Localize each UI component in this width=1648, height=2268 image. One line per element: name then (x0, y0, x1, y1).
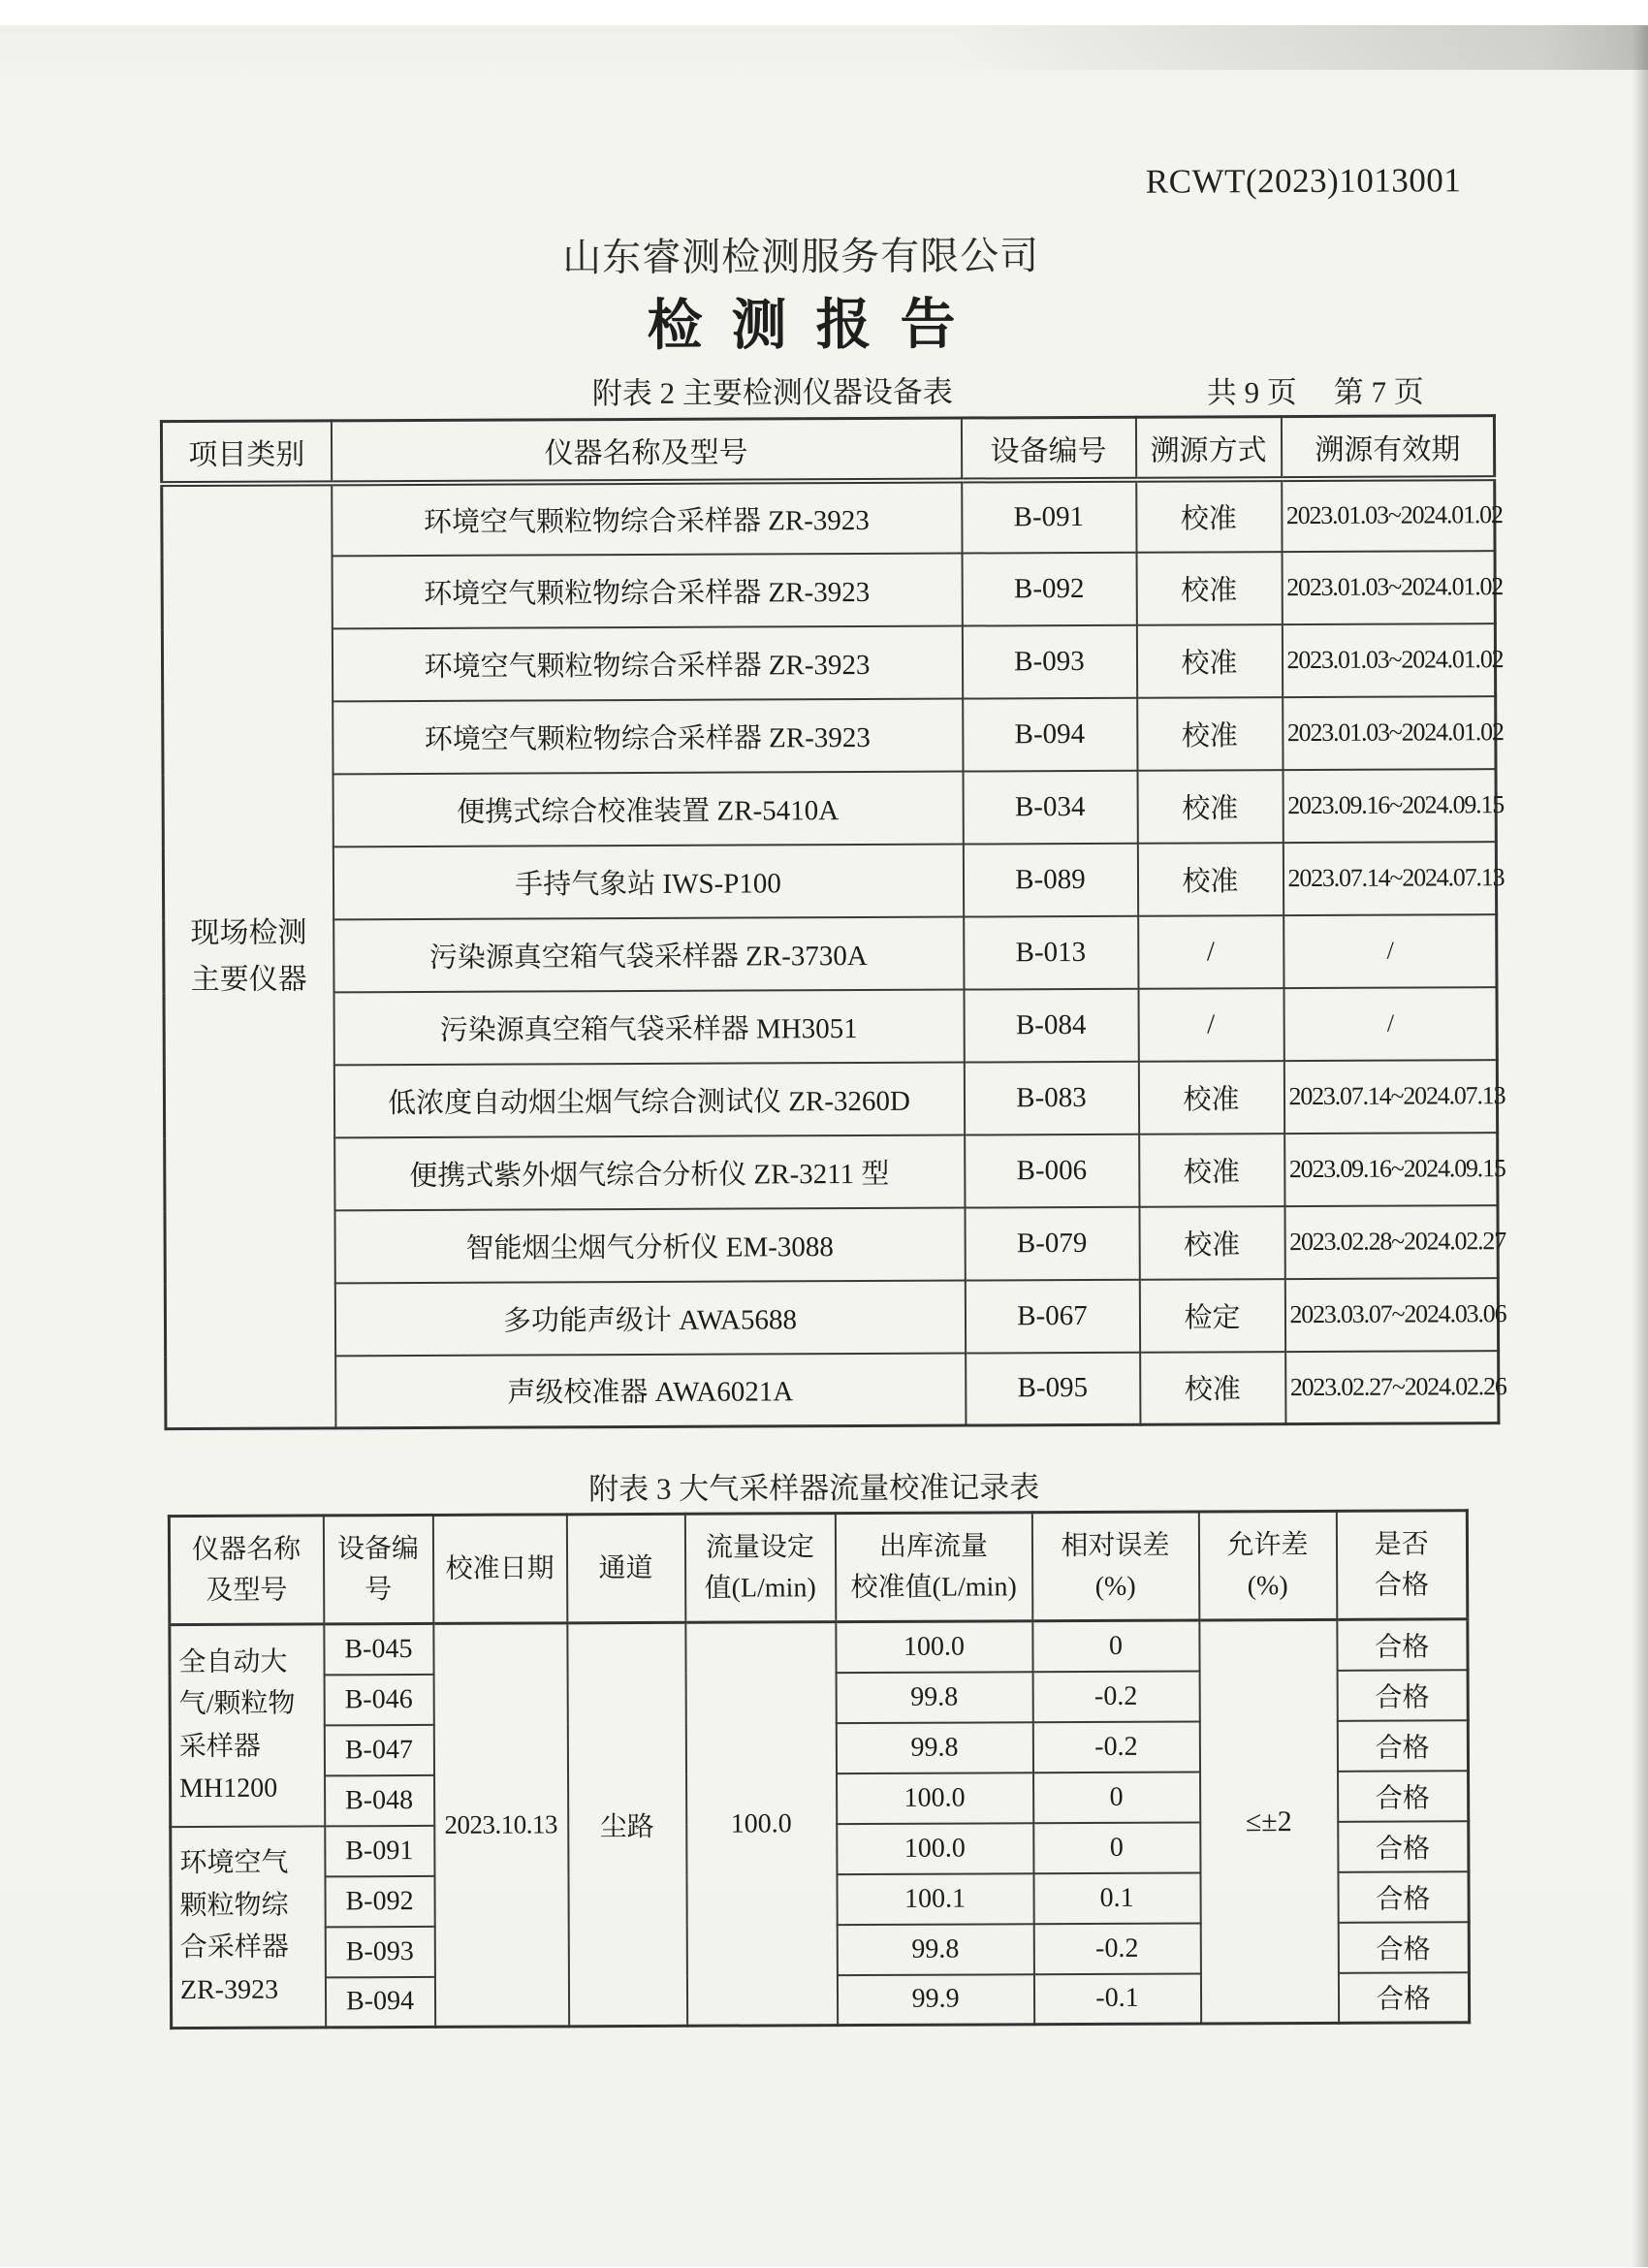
trace-method-cell: 校准 (1137, 770, 1283, 844)
header-calibration-date: 校准日期 (432, 1515, 566, 1624)
instrument-name-cell: 低浓度自动烟尘烟气综合测试仪 ZR-3260D (333, 1062, 964, 1137)
table-row (170, 1619, 1468, 1676)
trace-method-cell: 校准 (1139, 1134, 1284, 1207)
flow-set-cell: 100.0 (685, 1622, 838, 2027)
equipment-header-row (161, 416, 1494, 484)
device-id-cell: B-067 (965, 1279, 1139, 1353)
trace-validity-cell: 2023.02.28~2024.02.27 (1284, 1205, 1498, 1279)
table-row (166, 1351, 1499, 1429)
device-id-cell: B-083 (964, 1061, 1138, 1134)
trace-method-cell: 校准 (1137, 697, 1283, 771)
table-row (163, 696, 1496, 775)
trace-method-cell: 检定 (1139, 1279, 1284, 1353)
device-id-cell: B-092 (962, 552, 1136, 625)
pass-cell: 合格 (1338, 1922, 1469, 1973)
relative-error-cell: 0.1 (1033, 1872, 1200, 1924)
pass-cell: 合格 (1338, 1771, 1469, 1822)
instrument-group-cell: 环境空气 颗粒物综 合采样器 ZR-3923 (171, 1826, 326, 2028)
instrument-name-cell: 多功能声级计 AWA5688 (334, 1280, 965, 1356)
flow-measured-cell: 100.0 (837, 1773, 1033, 1824)
device-id-cell: B-084 (964, 988, 1138, 1062)
instrument-group-cell: 全自动大 气/颗粒物 采样器 MH1200 (170, 1624, 325, 1827)
relative-error-cell: 0 (1033, 1772, 1200, 1823)
header-pass: 是否 合格 (1336, 1511, 1467, 1620)
device-id-cell: B-094 (325, 1976, 434, 2027)
instrument-name-cell: 环境空气颗粒物综合采样器 ZR-3923 (333, 698, 963, 774)
trace-validity-cell: 2023.09.16~2024.09.15 (1283, 769, 1496, 843)
device-id-cell: B-013 (964, 915, 1138, 989)
trace-method-cell: 校准 (1136, 552, 1282, 625)
header-flow-set: 流量设定 值(L/min) (684, 1514, 835, 1623)
trace-validity-cell: 2023.09.16~2024.09.15 (1284, 1133, 1498, 1206)
trace-method-cell: 校准 (1136, 479, 1282, 553)
trace-method-cell: / (1138, 915, 1284, 989)
device-id-cell: B-094 (963, 697, 1137, 771)
device-id-cell: B-034 (963, 770, 1137, 844)
table-row (164, 1060, 1497, 1138)
table-row (162, 478, 1495, 557)
device-id-cell: B-093 (325, 1926, 434, 1976)
trace-validity-cell: / (1284, 914, 1497, 988)
pass-cell: 合格 (1338, 1871, 1469, 1923)
pass-cell: 合格 (1337, 1720, 1468, 1772)
instrument-name-cell: 污染源真空箱气袋采样器 ZR-3730A (333, 916, 964, 992)
page-indicator (1207, 367, 1424, 411)
header-device-id: 设备编号 (323, 1515, 432, 1623)
page-current: 第 7 页 (1333, 374, 1424, 409)
instrument-name-cell: 声级校准器 AWA6021A (335, 1353, 966, 1428)
device-id-cell: B-092 (325, 1875, 434, 1926)
report-number: RCWT(2023)1013001 (1145, 161, 1462, 201)
device-id-cell: B-079 (965, 1206, 1139, 1280)
table-row (165, 1133, 1498, 1211)
header-flow-measured: 出库流量 校准值(L/min) (835, 1513, 1031, 1622)
device-id-cell: B-006 (965, 1134, 1139, 1207)
calibration-table (168, 1509, 1471, 2029)
trace-validity-cell: 2023.07.14~2024.07.13 (1283, 842, 1496, 915)
table-row (162, 623, 1495, 702)
device-id-cell: B-046 (324, 1674, 433, 1724)
relative-error-cell: -0.1 (1033, 1973, 1200, 2025)
flow-measured-cell: 100.1 (837, 1873, 1033, 1925)
header-device-id: 设备编号 (961, 417, 1135, 480)
allowed-error-cell: ≤±2 (1199, 1619, 1339, 2024)
trace-validity-cell: 2023.01.03~2024.01.02 (1282, 551, 1495, 624)
trace-method-cell: 校准 (1139, 1206, 1284, 1280)
instrument-name-cell: 环境空气颗粒物综合采样器 ZR-3923 (332, 480, 962, 556)
flow-measured-cell: 99.8 (836, 1672, 1032, 1723)
category-cell: 现场检测 主要仪器 (162, 483, 335, 1429)
trace-method-cell: 校准 (1137, 843, 1283, 916)
header-allowed-error: 允许差 (%) (1198, 1511, 1336, 1620)
pass-cell: 合格 (1337, 1619, 1468, 1671)
trace-validity-cell: 2023.02.27~2024.02.26 (1285, 1351, 1499, 1424)
pass-cell: 合格 (1338, 1821, 1469, 1872)
relative-error-cell: -0.2 (1032, 1671, 1199, 1722)
instrument-name-cell: 手持气象站 IWS-P100 (333, 844, 963, 919)
header-instrument-name: 仪器名称及型号 (331, 418, 961, 483)
pass-cell: 合格 (1338, 1972, 1469, 2024)
table-row (163, 769, 1496, 847)
trace-method-cell: 校准 (1138, 1061, 1284, 1134)
instrument-name-cell: 便携式紫外烟气综合分析仪 ZR-3211 型 (334, 1134, 965, 1210)
trace-method-cell: 校准 (1140, 1352, 1285, 1425)
flow-measured-cell: 100.0 (836, 1621, 1032, 1673)
header-instrument: 仪器名称 及型号 (169, 1516, 323, 1625)
flow-measured-cell: 99.9 (837, 1974, 1033, 2026)
table-row (165, 1205, 1498, 1284)
header-category: 项目类别 (161, 421, 331, 484)
trace-method-cell: 校准 (1136, 624, 1282, 698)
pass-cell: 合格 (1337, 1670, 1468, 1721)
calibration-date-cell: 2023.10.13 (433, 1623, 569, 2028)
table-row (164, 987, 1497, 1066)
device-id-cell: B-091 (325, 1825, 434, 1875)
trace-validity-cell: 2023.01.03~2024.01.02 (1282, 623, 1495, 697)
flow-measured-cell: 99.8 (837, 1924, 1033, 1975)
instrument-name-cell: 环境空气颗粒物综合采样器 ZR-3923 (332, 553, 962, 628)
flow-measured-cell: 100.0 (837, 1823, 1033, 1874)
trace-method-cell: / (1138, 988, 1284, 1062)
trace-validity-cell: 2023.01.03~2024.01.02 (1282, 478, 1495, 552)
flow-measured-cell: 99.8 (836, 1722, 1032, 1773)
relative-error-cell: -0.2 (1032, 1721, 1199, 1773)
header-trace-method: 溯源方式 (1135, 417, 1281, 480)
device-id-cell: B-045 (324, 1623, 433, 1674)
relative-error-cell: 0 (1032, 1620, 1199, 1672)
table-row (165, 1278, 1498, 1357)
calibration-header-row (169, 1511, 1467, 1625)
table-row (162, 551, 1495, 629)
device-id-cell: B-089 (963, 843, 1137, 916)
report-title: 检测报告 (647, 294, 985, 357)
equipment-table (160, 414, 1506, 1430)
channel-cell: 尘路 (567, 1622, 687, 2027)
header-trace-validity: 溯源有效期 (1281, 416, 1494, 479)
pages-total: 共 9 页 (1206, 375, 1297, 410)
equipment-table-caption: 附表 2 主要检测仪器设备表 (591, 374, 953, 411)
device-id-cell: B-048 (325, 1774, 434, 1825)
header-channel: 通道 (566, 1514, 684, 1623)
device-id-cell: B-091 (962, 479, 1136, 553)
trace-validity-cell: 2023.01.03~2024.01.02 (1283, 696, 1496, 770)
relative-error-cell: 0 (1033, 1822, 1200, 1873)
table-row (164, 914, 1497, 993)
device-id-cell: B-095 (966, 1352, 1140, 1425)
device-id-cell: B-047 (324, 1724, 433, 1774)
instrument-name-cell: 污染源真空箱气袋采样器 MH3051 (333, 989, 964, 1065)
instrument-name-cell: 环境空气颗粒物综合采样器 ZR-3923 (332, 625, 962, 701)
device-id-cell: B-093 (962, 624, 1136, 698)
company-name: 山东睿测检测服务有限公司 (562, 234, 1040, 280)
instrument-name-cell: 便携式综合校准装置 ZR-5410A (333, 771, 963, 847)
calibration-table-caption: 附表 3 大气采样器流量校准记录表 (588, 1470, 1040, 1507)
trace-validity-cell: / (1284, 987, 1497, 1061)
trace-validity-cell: 2023.07.14~2024.07.13 (1284, 1060, 1497, 1134)
trace-validity-cell: 2023.03.07~2024.03.06 (1284, 1278, 1498, 1352)
instrument-name-cell: 智能烟尘烟气分析仪 EM-3088 (334, 1207, 965, 1283)
relative-error-cell: -0.2 (1033, 1923, 1200, 1974)
header-relative-error: 相对误差 (%) (1031, 1512, 1198, 1621)
table-row (163, 842, 1496, 920)
